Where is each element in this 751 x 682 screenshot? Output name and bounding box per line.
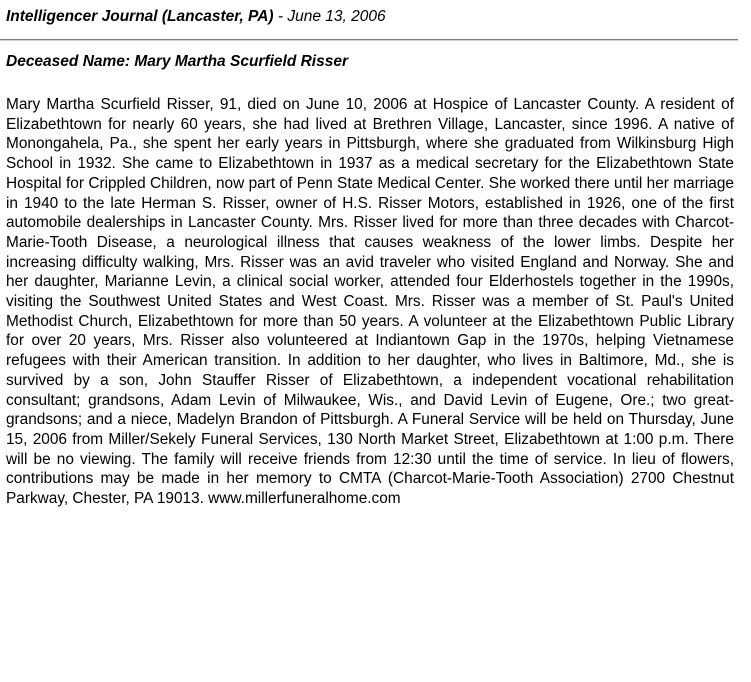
deceased-name-heading: Deceased Name: Mary Martha Scurfield Risser <box>6 53 349 70</box>
obituary-text: Mary Martha Scurfield Risser, 91, died on June 10, 2006 at Hospice of Lancaster County. A resident of Elizabethtown for nearly 60 years, she had lived at Brethren Village, Lancaster, since 1996. A native of Monongahela, Pa., she spent her early years in Pittsburgh, where she graduated from Wilkinsburg High School in 1932. She came to Elizabethtown in 1937 as a medical secretary for the Elizabethtown State Hospital for Crippled Children, now part of Penn State Medical Center. She worked there until her marriage in 1940 to the late Herman S. Risser, owner of H.S. Risser Motors, established in 1926, one of the first automobile dealerships in Lancaster County. Mrs. Risser lived for more than three decades with Charcot-Marie-Tooth Disease, a neurological illness that causes weakness of the lower limbs. Despite her increasing difficulty walking, Mrs. Risser was an avid traveler who visited England and Norway. She and her daughter, Marianne Levin, a clinical social worker, attended four Elderhostels together in the 1990s, visiting the Southwest United States and West Coast. Mrs. Risser was a member of St. Paul's United Methodist Church, Elizabethtown for more than 50 years. A volunteer at the Elizabethtown Public Library for over 20 years, Mrs. Risser also volunteered at Indiantown Gap in the 1970s, helping Vietnamese refugees with their American transition. In addition to her daughter, who lives in Baltimore, Md., she is survived by a son, John Stauffer Risser of Elizabethtown, a independent vocational rehabilitation consultant; grandsons, Adam Levin of Milwaukee, Wis., and David Levin of Eugene, Ore.; two great-grandsons; and a niece, Madelyn Brandon of Pittsburgh. A Funeral Service will be held on Thursday, June 15, 2006 from Miller/Sekely Funeral Services, 130 North Market Street, Elizabethtown at 1:00 p.m. There will be no viewing. The family will receive friends from 12:30 until the time of service. In lieu of flowers, contributions may be made in her memory to CMTA (Charcot-Marie-Tooth Association) 2700 Chestnut Parkway, Chester, PA 19013. www.millerfuneralhome.com <box>6 96 734 508</box>
publication-date: June 13, 2006 <box>287 8 386 25</box>
publication-source: Intelligencer Journal (Lancaster, PA) <box>6 8 274 25</box>
header-divider <box>0 39 738 41</box>
header-separator: - <box>273 8 288 25</box>
publication-header <box>6 7 386 27</box>
